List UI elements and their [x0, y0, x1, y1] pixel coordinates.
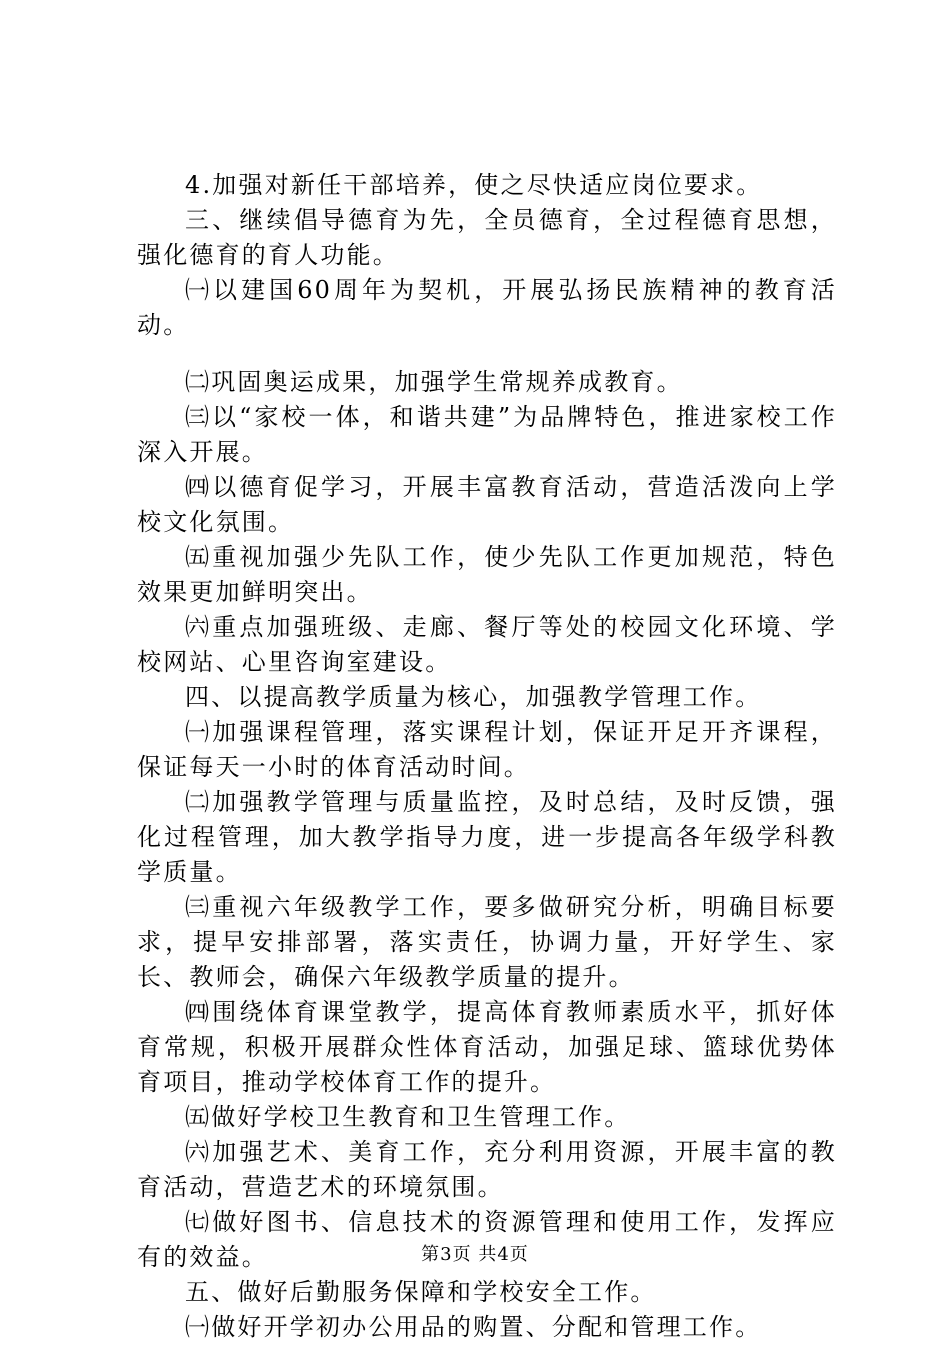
paragraph-physical-education: ㈣围绕体育课堂教学，提高体育教师素质水平，抓好体育常规，积极开展群众性体育活动，加强足球、篮球优势体育项目，推动学校体育工作的提升。 [137, 998, 837, 1096]
section-heading-teaching-quality: 四、以提高教学质量为核心，加强教学管理工作。 [185, 683, 762, 711]
paragraph-library-it: ㈦做好图书、信息技术的资源管理和使用工作，发挥应有的效益。 [137, 1208, 837, 1271]
paragraph-curriculum: ㈠加强课程管理，落实课程计划，保证开足开齐课程，保证每天一小时的体育活动时间。 [137, 718, 837, 781]
paragraph-campus-culture: ㈥重点加强班级、走廊、餐厅等处的校园文化环境、学校网站、心里咨询室建设。 [137, 613, 837, 676]
paragraph-hygiene: ㈤做好学校卫生教育和卫生管理工作。 [185, 1103, 631, 1131]
paragraph-arts: ㈥加强艺术、美育工作，充分利用资源，开展丰富的教育活动，营造艺术的环境氛围。 [137, 1138, 837, 1201]
paragraph-study: ㈣以德育促学习，开展丰富教育活动，营造活泼向上学校文化氛围。 [137, 473, 837, 536]
paragraph-spacer [137, 343, 837, 365]
paragraph-home-school: ㈢以“家校一体，和谐共建”为品牌特色，推进家校工作深入开展。 [137, 403, 837, 466]
paragraph-quality-monitoring: ㈡加强教学管理与质量监控，及时总结，及时反馈，强化过程管理，加大教学指导力度，进一步提高各年级学科教学质量。 [137, 788, 837, 886]
paragraph-young-pioneers: ㈤重视加强少先队工作，使少先队工作更加规范，特色效果更加鲜明突出。 [137, 543, 837, 606]
section-heading-logistics-safety: 五、做好后勤服务保障和学校安全工作。 [185, 1278, 657, 1306]
paragraph-national-spirit: ㈠以建国60周年为契机，开展弘扬民族精神的教育活动。 [137, 276, 837, 339]
paragraph-grade-six: ㈢重视六年级教学工作，要多做研究分析，明确目标要求，提早安排部署，落实责任，协调力量，开好学生、家长、教师会，确保六年级教学质量的提升。 [137, 893, 837, 991]
section-heading-moral-education: 三、继续倡导德育为先，全员德育，全过程德育思想，强化德育的育人功能。 [137, 206, 837, 269]
paragraph-training: 4.加强对新任干部培养，使之尽快适应岗位要求。 [185, 171, 763, 199]
paragraph-office-supplies: ㈠做好开学初办公用品的购置、分配和管理工作。 [185, 1313, 762, 1341]
document-body [137, 168, 837, 1345]
paragraph-olympics: ㈡巩固奥运成果，加强学生常规养成教育。 [185, 368, 683, 396]
page-number-footer: 第3页 共4页 [421, 1244, 529, 1265]
